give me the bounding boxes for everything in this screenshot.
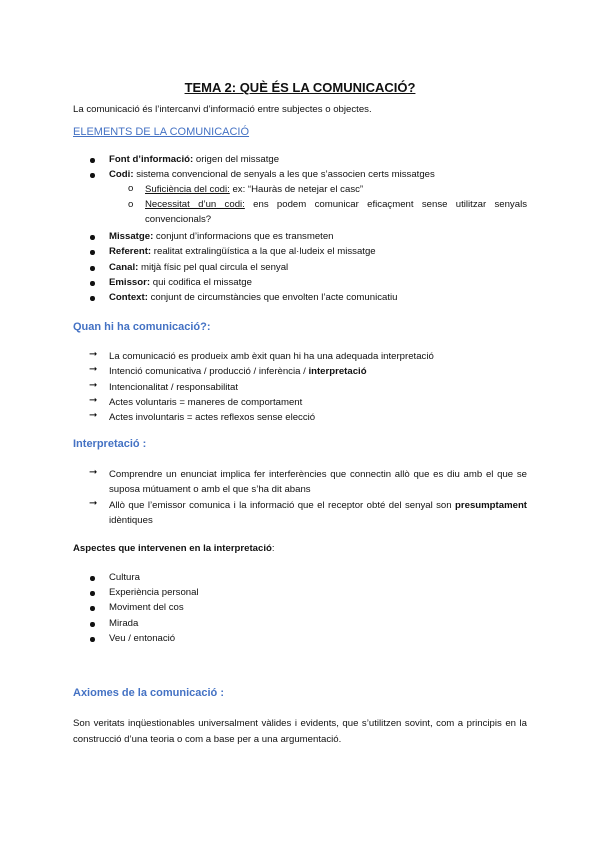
arrow-icon: ➞: [89, 395, 98, 406]
bullet-icon: [90, 576, 95, 581]
bullet-icon: [90, 250, 95, 255]
list-item: Actes voluntaris = maneres de comportament: [109, 397, 303, 408]
list-item: Missatge: conjunt d’informacions que es transmeten: [109, 231, 334, 242]
arrow-icon: ➞: [89, 467, 98, 478]
list-item: Font d’informació: origen del missatge: [109, 154, 280, 165]
list-item: Mirada: [109, 618, 139, 629]
list-item: Context: conjunt de circumstàncies que envolten l’acte comunicatiu: [109, 292, 398, 303]
list-item: Codi: sistema convencional de senyals a les que s’associen certs missatges: [109, 169, 435, 180]
aspects-heading: Aspectes que intervenen en la interpretació:: [73, 543, 275, 554]
list-item: Experiència personal: [109, 587, 199, 598]
list-item: Intenció comunicativa / producció / inferència / interpretació: [109, 366, 367, 377]
sub-bullet-icon: o: [128, 199, 134, 210]
bullet-icon: [90, 591, 95, 596]
list-item: Cultura: [109, 572, 140, 583]
list-item: Allò que l’emissor comunica i la informació que el receptor obté del senyal son presumptament idèntiques: [109, 500, 527, 526]
bullet-icon: [90, 637, 95, 642]
arrow-icon: ➞: [89, 364, 98, 375]
bullet-icon: [90, 281, 95, 286]
list-item: Moviment del cos: [109, 602, 184, 613]
sub-bullet-icon: o: [128, 183, 134, 194]
intro-text: La comunicació és l’intercanvi d’informació entre subjectes o objectes.: [73, 104, 372, 115]
list-item: La comunicació es produeix amb èxit quan hi ha una adequada interpretació: [109, 351, 434, 362]
arrow-icon: ➞: [89, 410, 98, 421]
list-item: Comprendre un enunciat implica fer interferències que connectin allò que es diu amb el que se suposa mútuament o amb el que s’ha dit abans: [109, 469, 527, 495]
list-item: Intencionalitat / responsabilitat: [109, 382, 239, 393]
list-item: Emissor: qui codifica el missatge: [109, 277, 252, 288]
axiomes-heading: Axiomes de la comunicació :: [73, 687, 224, 699]
bullet-icon: [90, 158, 95, 163]
bullet-icon: [90, 622, 95, 627]
arrow-icon: ➞: [89, 349, 98, 360]
bullet-icon: [90, 266, 95, 271]
sub-list-item: Necessitat d’un codi: ens podem comunicar eficaçment sense utilitzar senyals convencionals?: [145, 199, 527, 225]
list-item: Veu / entonació: [109, 633, 176, 644]
elements-heading: ELEMENTS DE LA COMUNICACIÓ: [73, 126, 250, 138]
quan-heading: Quan hi ha comunicació?:: [73, 321, 211, 333]
bullet-icon: [90, 296, 95, 301]
bullet-icon: [90, 173, 95, 178]
bullet-icon: [90, 606, 95, 611]
list-item: Actes involuntaris = actes reflexos sense elecció: [109, 412, 316, 423]
list-item: Referent: realitat extralingüística a la que al·ludeix el missatge: [109, 246, 376, 257]
sub-list-item: Suficiència del codi: ex: “Hauràs de netejar el casc”: [145, 184, 364, 195]
axiomes-text: Son veritats inqüestionables universalment vàlides i evidents, que s’utilitzen sovint, com a principis en la construcció d’una teoria o com a base per a una argumentació.: [73, 718, 527, 745]
page-title: TEMA 2: QUÈ ÉS LA COMUNICACIÓ?: [184, 80, 416, 95]
arrow-icon: ➞: [89, 380, 98, 391]
bullet-icon: [90, 235, 95, 240]
list-item: Canal: mitjà físic pel qual circula el senyal: [109, 262, 289, 273]
arrow-icon: ➞: [89, 498, 98, 509]
interpretacio-heading: Interpretació :: [73, 438, 147, 450]
